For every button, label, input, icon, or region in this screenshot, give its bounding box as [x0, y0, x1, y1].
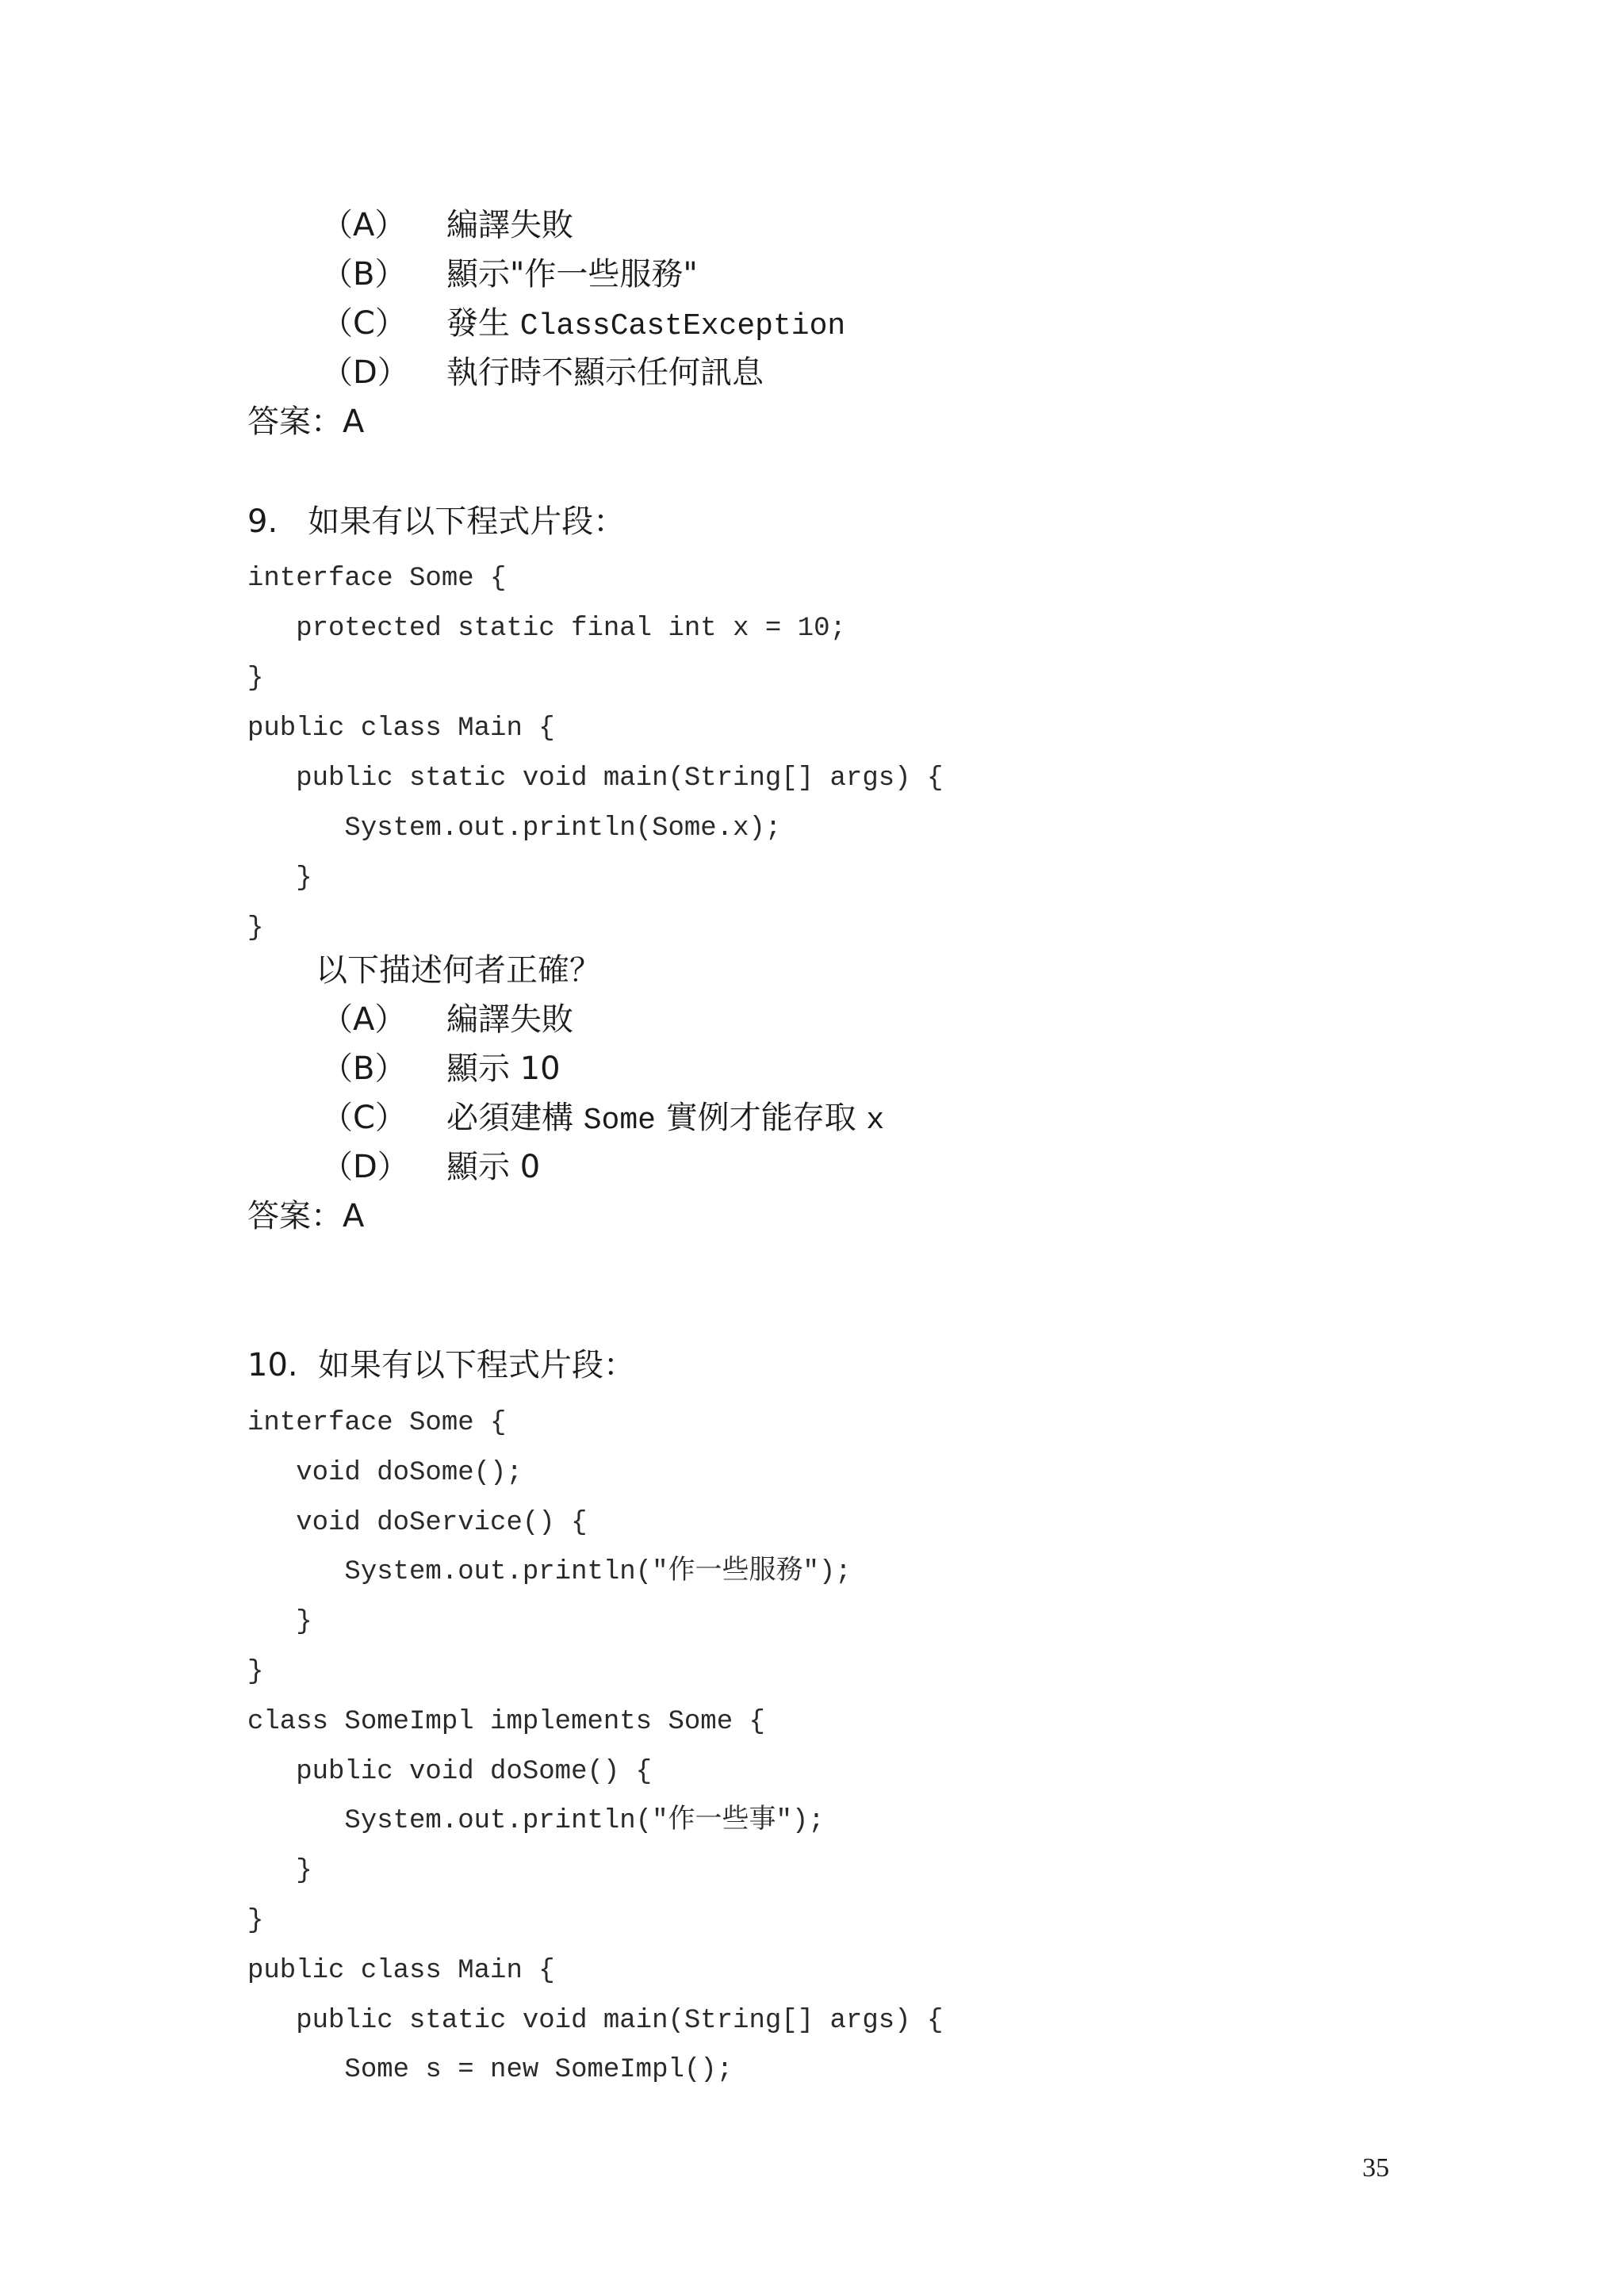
option-label-d: （D） — [321, 354, 409, 391]
code-line: } — [247, 664, 264, 694]
code-line: } — [247, 863, 312, 894]
q9-answer: 答案：A — [247, 1198, 365, 1234]
option-text-d: 顯示 0 — [446, 1149, 541, 1185]
option-label-a: （A） — [321, 207, 407, 243]
option-text-c-prefix: 發生 — [446, 305, 520, 342]
option-text-d: 執行時不顯示任何訊息 — [446, 354, 764, 391]
option-text-c-x: x — [866, 1104, 885, 1138]
code-line: void doService() { — [247, 1508, 588, 1538]
code-line: System.out.println("作一些服務"); — [247, 1557, 852, 1587]
code-line: } — [247, 1856, 312, 1886]
option-text-c-part2: 實例才能存取 — [655, 1100, 867, 1136]
code-line: public class Main { — [247, 714, 555, 744]
code-line: System.out.println(Some.x); — [247, 813, 782, 844]
code-line: interface Some { — [247, 1408, 507, 1438]
code-line: } — [247, 1906, 264, 1936]
option-text-c-exception: ClassCastException — [519, 309, 846, 343]
code-line: Some s = new SomeImpl(); — [247, 2055, 733, 2085]
code-line: System.out.println("作一些事"); — [247, 1806, 825, 1836]
prev-answer: 答案：A — [247, 404, 365, 440]
q9-prompt: 以下描述何者正確？ — [316, 952, 601, 989]
option-label-c: （C） — [321, 305, 407, 342]
page-number: 35 — [1362, 2153, 1389, 2183]
code-line: } — [247, 913, 264, 943]
option-text-c — [446, 1102, 884, 1136]
option-text-a: 編譯失敗 — [446, 207, 573, 243]
option-label-c: （C） — [321, 1100, 407, 1136]
code-line: void doSome(); — [247, 1458, 523, 1488]
code-line: class SomeImpl implements Some { — [247, 1707, 765, 1737]
code-line: protected static final int x = 10; — [247, 614, 846, 644]
option-text-a: 編譯失敗 — [446, 1001, 573, 1038]
option-text-b: 顯示"作一些服務" — [446, 256, 698, 293]
code-line: public class Main { — [247, 1956, 555, 1986]
code-line: } — [247, 1657, 264, 1687]
option-text-c — [446, 305, 846, 343]
option-label-b: （B） — [321, 256, 407, 293]
option-label-b: （B） — [321, 1050, 407, 1087]
option-label-a: （A） — [321, 1001, 407, 1038]
option-text-c-some: Some — [583, 1104, 656, 1138]
code-line: public static void main(String[] args) { — [247, 763, 944, 794]
q10-heading: 10. 如果有以下程式片段： — [247, 1347, 636, 1383]
option-label-d: （D） — [321, 1149, 409, 1185]
code-line: public void doSome() { — [247, 1757, 653, 1787]
code-line: } — [247, 1607, 312, 1637]
option-text-b: 顯示 10 — [446, 1050, 561, 1087]
option-text-c-part1: 必須建構 — [446, 1100, 584, 1136]
code-line: public static void main(String[] args) { — [247, 2006, 944, 2036]
code-line: interface Some { — [247, 564, 507, 594]
q9-heading: 9. 如果有以下程式片段： — [247, 503, 626, 540]
